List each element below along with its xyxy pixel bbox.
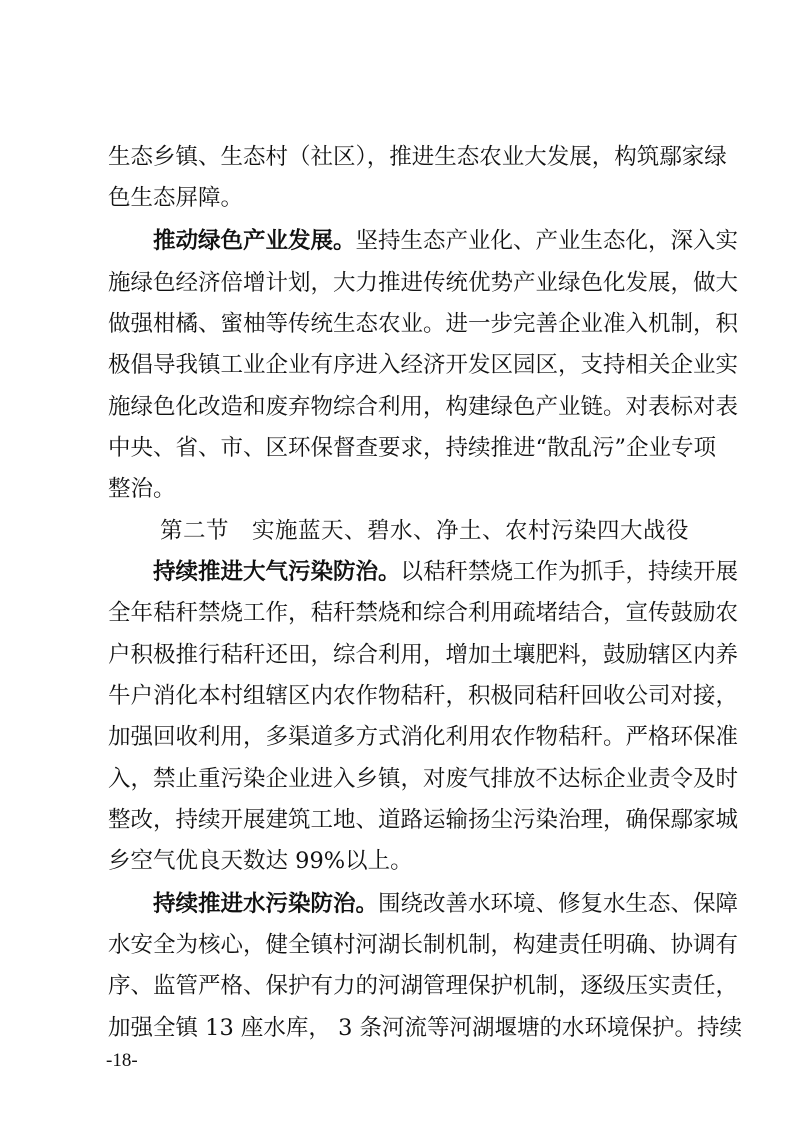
paragraph-first-line: 持续推进水污染防治。围绕改善水环境、修复水生态、保障 [153, 891, 739, 917]
paragraph-first-line: 持续推进大气污染防治。以秸秆禁烧工作为抓手，持续开展 [153, 559, 739, 585]
body-line: 入，禁止重污染企业进入乡镇，对废气排放不达标企业责令及时 [108, 766, 739, 792]
body-line: 整改，持续开展建筑工地、道路运输扬尘污染治理，确保鄢家城 [108, 807, 739, 833]
body-line: 整治。 [108, 476, 176, 502]
body-line: 生态乡镇、生态村（社区），推进生态农业大发展，构筑鄢家绿 [108, 144, 727, 170]
body-line: 加强全镇 13 座水库， 3 条河流等河湖堰塘的水环境保护。持续 [108, 1015, 743, 1041]
body-line: 全年秸秆禁烧工作，秸秆禁烧和综合利用疏堵结合，宣传鼓励农 [108, 600, 739, 626]
body-line: 极倡导我镇工业企业有序进入经济开发区园区，支持相关企业实 [108, 352, 739, 378]
body-line: 中央、省、市、区环保督查要求，持续推进“散乱污”企业专项 [108, 435, 717, 461]
body-line: 色生态屏障。 [108, 185, 244, 211]
paragraph-first-line: 推动绿色产业发展。坚持生态产业化、产业生态化，深入实 [153, 228, 739, 254]
body-line: 户积极推行秸秆还田，综合利用，增加土壤肥料，鼓励辖区内养 [108, 642, 739, 668]
body-line: 序、监管严格、保护有力的河湖管理保护机制，逐级压实责任， [108, 973, 739, 999]
body-line: 施绿色经济倍增计划，大力推进传统优势产业绿色化发展，做大 [108, 270, 739, 296]
paragraph-heading: 持续推进水污染防治。 [153, 891, 379, 917]
section-heading: 第二节 实施蓝天、碧水、净土、农村污染四大战役 [160, 518, 690, 544]
body-line: 做强柑橘、蜜柚等传统生态农业。进一步完善企业准入机制，积 [108, 311, 739, 337]
body-line: 施绿色化改造和废弃物综合利用，构建绿色产业链。对表标对表 [108, 394, 739, 420]
body-line: 牛户消化本村组辖区内农作物秸秆，积极同秸秆回收公司对接， [108, 683, 739, 709]
page-number: -18- [106, 1050, 138, 1071]
paragraph-heading: 推动绿色产业发展。 [153, 228, 356, 254]
body-line: 加强回收利用，多渠道多方式消化利用农作物秸秆。严格环保准 [108, 724, 739, 750]
paragraph-heading: 持续推进大气污染防治。 [153, 559, 401, 585]
body-line: 水安全为核心，健全镇村河湖长制机制，构建责任明确、协调有 [108, 932, 739, 958]
body-line: 乡空气优良天数达 99%以上。 [108, 848, 413, 874]
